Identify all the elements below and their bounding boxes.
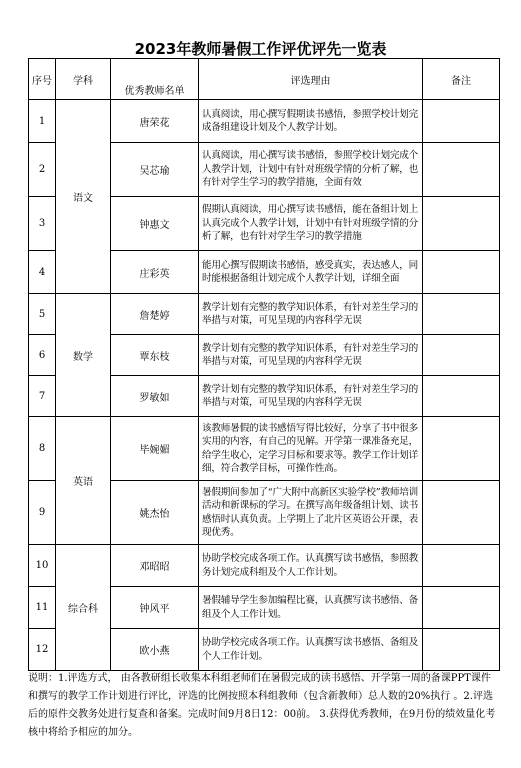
table-row (29, 417, 500, 481)
reason-text: 该教师暑假的读书感悟写得比较好，分享了书中很多实用的内容，有自己的见解。开学第一课准备充足，给学生收心，定学习目标和要求等。教学工作计划详细，符合教学目标，可操作性高。 (199, 417, 423, 481)
teacher-name: 欧小燕 (111, 629, 199, 671)
header-subject: 学科 (56, 59, 111, 100)
note-cell (423, 197, 500, 251)
note-cell (423, 376, 500, 417)
note-cell (423, 100, 500, 143)
header-note: 备注 (423, 59, 500, 100)
teacher-name: 钟风平 (111, 587, 199, 629)
teacher-name: 詹楚婷 (111, 294, 199, 335)
note-cell (423, 294, 500, 335)
row-index: 9 (29, 481, 56, 545)
row-index: 2 (29, 143, 56, 197)
subject-cell: 数学 (56, 294, 111, 417)
teacher-name: 钟惠文 (111, 197, 199, 251)
page-title: 2023年教师暑假工作评优评先一览表 (134, 40, 387, 58)
reason-text: 认真阅读，用心撰写读书感悟，参照学校计划完成个人教学计划，计划中有针对班级学情的分析了解，也有针对学生学习的教学措施，全面有效 (199, 143, 423, 197)
reason-text: 协助学校完成各项工作。认真撰写读书感悟、备组及个人工作计划。 (199, 629, 423, 671)
teacher-name: 姚杰怡 (111, 481, 199, 545)
teacher-name: 唐荣花 (111, 100, 199, 143)
teacher-name: 罗敏如 (111, 376, 199, 417)
row-index: 6 (29, 335, 56, 376)
reason-text: 暑假期间参加了“广大附中高新区实验学校”教师培训活动和新课标的学习。在撰写高年级备组计划、读书感悟时认真负责。上学期上了北片区英语公开课，表现优秀。 (199, 481, 423, 545)
note-cell (423, 251, 500, 294)
row-index: 1 (29, 100, 56, 143)
teacher-name: 毕婉媚 (111, 417, 199, 481)
reason-text: 认真阅读，用心撰写假期读书感悟，参照学校计划完成备组建设计划及个人教学计划。 (199, 100, 423, 143)
reason-text: 假期认真阅读，用心撰写读书感悟，能在备组计划上认真完成个人教学计划，计划中有针对班级学情的分析了解，也有针对学生学习的教学措施 (199, 197, 423, 251)
teacher-name: 邓昭昭 (111, 545, 199, 587)
reason-text: 暑假辅导学生参加编程比赛，认真撰写读书感悟、备组及个人工作计划。 (199, 587, 423, 629)
row-index: 4 (29, 251, 56, 294)
row-index: 12 (29, 629, 56, 671)
note-cell (423, 417, 500, 481)
header-row (29, 59, 500, 100)
table-row (29, 294, 500, 335)
reason-text: 能用心撰写假期读书感悟，感受真实，表达感人，同时能根据备组计划完成个人教学计划，详细全面 (199, 251, 423, 294)
award-table (28, 58, 500, 671)
reason-text: 教学计划有完整的教学知识体系，有针对差生学习的举措与对策，可见呈现的内容科学无误 (199, 335, 423, 376)
row-index: 11 (29, 587, 56, 629)
note-cell (423, 545, 500, 587)
teacher-name: 庄彩英 (111, 251, 199, 294)
subject-cell: 英语 (56, 417, 111, 545)
subject-cell: 综合科 (56, 545, 111, 671)
note-cell (423, 587, 500, 629)
row-index: 8 (29, 417, 56, 481)
footer-note: 说明：1.评选方式， 由各教研组长收集本科组老师们在暑假完成的读书感悟、开学第一周的备课PPT课件和撰写的教学工作计划进行评比，评选的比例按照本科组教师（包含新教师）总人数的20%执行 。2.评选后的原件交教务处进行复查和备案。完成时间9月8日12：00前。 3.获得优秀教师，在9月份的绩效量化考核中将给予相应的加分。 (28, 673, 496, 738)
reason-text: 教学计划有完整的教学知识体系，有针对差生学习的举措与对策，可见呈现的内容科学无误 (199, 294, 423, 335)
row-index: 3 (29, 197, 56, 251)
reason-text: 协助学校完成各项工作。认真撰写读书感悟，参照教务计划完成科组及个人工作计划。 (199, 545, 423, 587)
row-index: 5 (29, 294, 56, 335)
header-index: 序号 (29, 59, 56, 100)
teacher-name: 吴芯瑜 (111, 143, 199, 197)
teacher-name: 覃东枝 (111, 335, 199, 376)
reason-text: 教学计划有完整的教学知识体系，有针对差生学习的举措与对策，可见呈现的内容科学无误 (199, 376, 423, 417)
row-index: 7 (29, 376, 56, 417)
table-row (29, 100, 500, 143)
table-row (29, 545, 500, 587)
subject-cell: 语文 (56, 100, 111, 294)
header-reason: 评选理由 (199, 59, 423, 100)
note-cell (423, 629, 500, 671)
row-index: 10 (29, 545, 56, 587)
header-teacher: 优秀教师名单 (111, 59, 199, 100)
note-cell (423, 335, 500, 376)
note-cell (423, 143, 500, 197)
note-cell (423, 481, 500, 545)
